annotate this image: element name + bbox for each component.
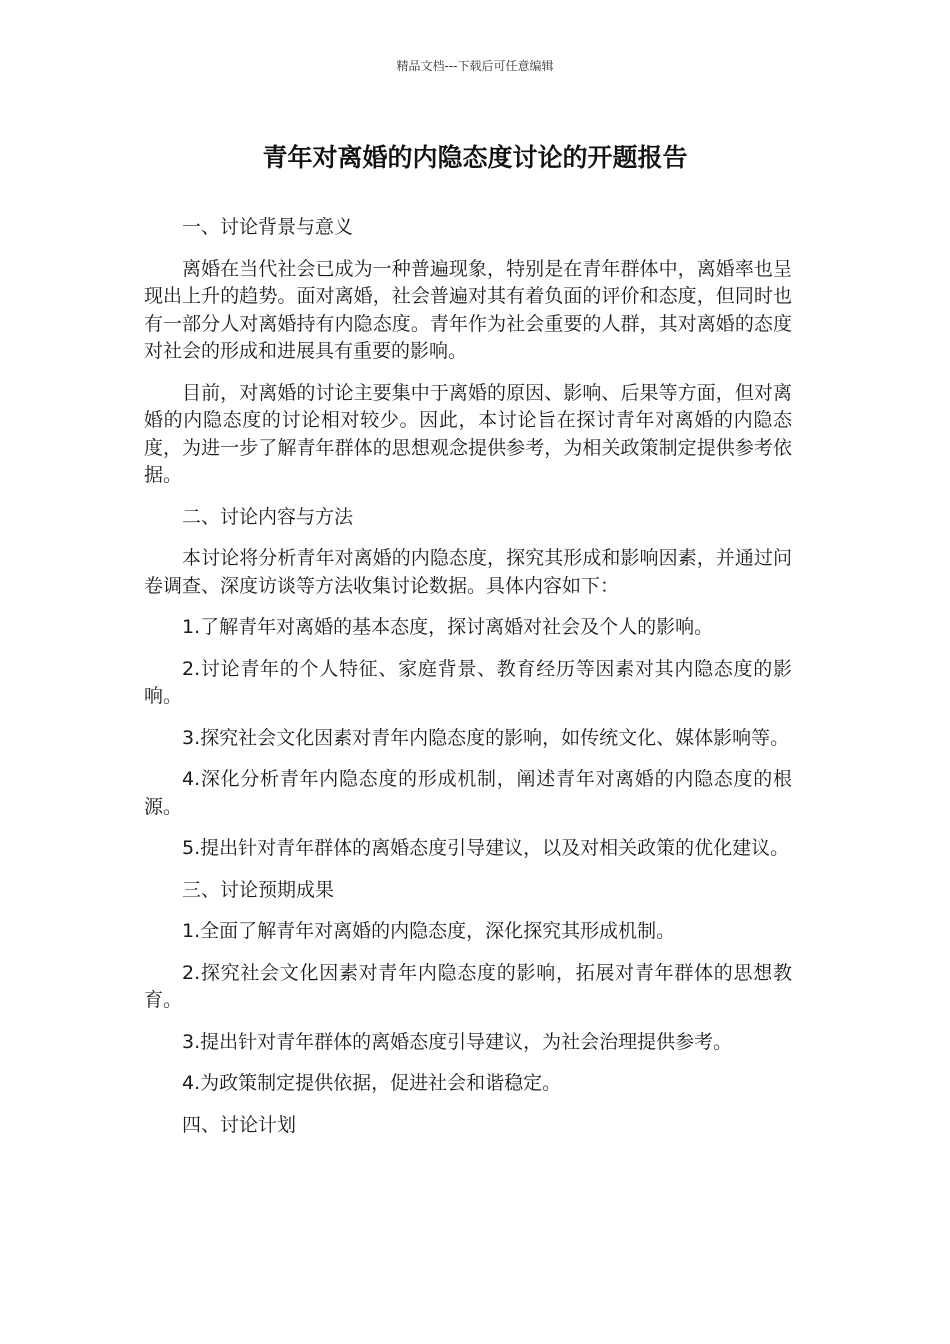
list-item-result-3: 3.提出针对青年群体的离婚态度引导建议，为社会治理提供参考。 bbox=[182, 1030, 733, 1053]
paragraph-content-intro: 本讨论将分析青年对离婚的内隐态度，探究其形成和影响因素，并通过问卷调查、深度访谈等方法收集讨论数据。具体内容如下： bbox=[144, 547, 792, 597]
paragraph-background-1: 离婚在当代社会已成为一种普遍现象，特别是在青年群体中，离婚率也呈现出上升的趋势。面对离婚，社会普遍对其有着负面的评价和态度，但同时也有一部分人对离婚持有内隐态度。青年作为社会重要的人群，其对离婚的态度对社会的形成和进展具有重要的影响。 bbox=[144, 257, 792, 362]
section-heading-plan: 四、讨论计划 bbox=[182, 1113, 297, 1136]
list-item-content-2: 2.讨论青年的个人特征、家庭背景、教育经历等因素对其内隐态度的影响。 bbox=[144, 657, 792, 707]
list-item-content-4: 4.深化分析青年内隐态度的形成机制，阐述青年对离婚的内隐态度的根源。 bbox=[144, 768, 792, 818]
list-item-result-1: 1.全面了解青年对离婚的内隐态度，深化探究其形成机制。 bbox=[182, 920, 676, 942]
section-heading-background: 一、讨论背景与意义 bbox=[182, 216, 354, 238]
list-item-content-3: 3.探究社会文化因素对青年内隐态度的影响，如传统文化、媒体影响等。 bbox=[182, 726, 790, 749]
list-item-content-5: 5.提出针对青年群体的离婚态度引导建议，以及对相关政策的优化建议。 bbox=[182, 837, 790, 859]
section-heading-expected-results: 三、讨论预期成果 bbox=[182, 878, 335, 901]
page-header: 精品文档---下载后可任意编辑 bbox=[396, 59, 554, 73]
list-item-result-2: 2.探究社会文化因素对青年内隐态度的影响，拓展对青年群体的思想教育。 bbox=[144, 961, 792, 1011]
list-item-content-1: 1.了解青年对离婚的基本态度，探讨离婚对社会及个人的影响。 bbox=[182, 616, 714, 638]
list-item-result-4: 4.为政策制定提供依据，促进社会和谐稳定。 bbox=[182, 1072, 562, 1094]
document-body bbox=[144, 214, 792, 1153]
section-heading-content-method: 二、讨论内容与方法 bbox=[182, 505, 354, 528]
document-title: 青年对离婚的内隐态度讨论的开题报告 bbox=[262, 143, 688, 172]
paragraph-background-2: 目前，对离婚的讨论主要集中于离婚的原因、影响、后果等方面，但对离婚的内隐态度的讨论相对较少。因此，本讨论旨在探讨青年对离婚的内隐态度，为进一步了解青年群体的思想观念提供参考，为相关政策制定提供参考依据。 bbox=[144, 381, 792, 486]
